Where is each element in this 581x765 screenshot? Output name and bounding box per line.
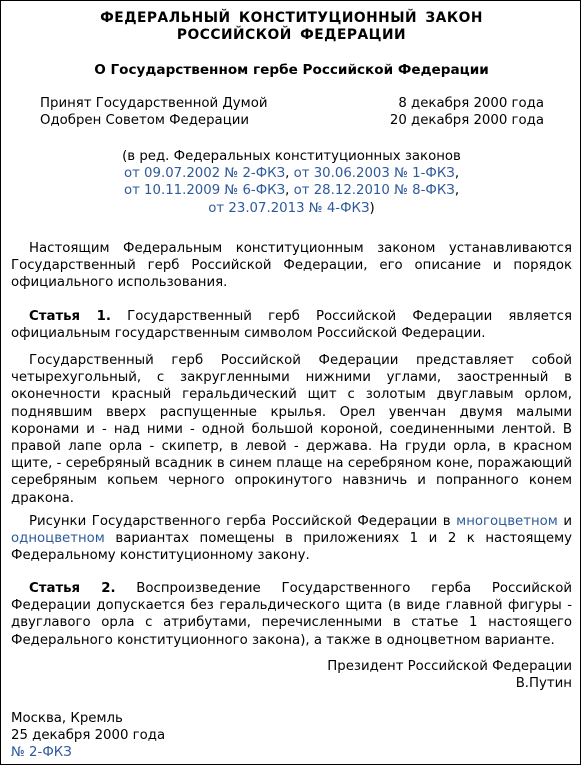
revision-link-2[interactable]: от 30.06.2003 № 1-ФКЗ	[293, 166, 455, 182]
revision-link-3[interactable]: от 10.11.2009 № 6-ФКЗ	[123, 183, 286, 199]
law-subtitle: О Государственном гербе Российской Федерации	[94, 62, 489, 78]
footer-date: 25 декабря 2000 года	[11, 728, 166, 744]
signature-name: В.Путин	[515, 676, 572, 691]
law-title-line1: ФЕДЕРАЛЬНЫЙ КОНСТИТУЦИОННЫЙ ЗАКОН	[100, 10, 483, 26]
footer-place: Москва, Кремль	[11, 711, 123, 726]
article2-paragraph	[11, 580, 572, 649]
preamble-paragraph: Настоящим Федеральным конституционным законом устанавливаются Государственный герб Российской Федерации, его описание и порядок официального использования.	[11, 241, 572, 291]
revision-link-1[interactable]: от 09.07.2002 № 2-ФКЗ	[123, 166, 286, 182]
revisions-intro: (в ред. Федеральных конституционных законов	[122, 149, 461, 164]
article1-heading: Статья 1.	[29, 309, 111, 324]
article1-description: Государственный герб Российской Федерации представляет собой четырехугольный, с закругленными нижними углами, заостренный в оконечности красный геральдический щит с золотым двуглавым орлом, поднявшим вверх распущенные крылья. Орел увенчан двумя малыми коронами и - над ними - одной большой короной, соединенными лентой. В правой лапе орла - скипетр, в левой - держава. На груди орла, в красном щите, - серебряный всадник в синем плаще на серебряном коне, поражающий серебряным копьем черного опрокинутого навзничь и попранного конем дракона.	[11, 353, 572, 506]
multicolor-link[interactable]: многоцветном	[456, 514, 558, 529]
revision-link-5[interactable]: от 23.07.2013 № 4-ФКЗ	[208, 200, 370, 216]
article1-images-paragraph: Рисунки Государственного герба Российской Федерации в многоцветном и одноцветном вариантах помещены в приложениях 1 и 2 к настоящему Федеральному конституционному закону.	[11, 514, 572, 564]
article2-text: Воспроизведение Государственного герба Российской Федерации допускается без геральдического щита (в виде главной фигуры - двуглавого орла с атрибутами, перечисленными в статье 1 настоящего Федерального конституционного закона), а также в одноцветном варианте.	[11, 581, 573, 648]
footer-block	[11, 710, 165, 762]
law-number-link[interactable]: № 2-ФКЗ	[11, 745, 72, 761]
approved-council-date: 20 декабря 2000 года	[389, 113, 544, 128]
revision-link-4[interactable]: от 28.12.2010 № 8-ФКЗ	[293, 183, 455, 199]
approved-council-label: Одобрен Советом Федерации	[40, 113, 250, 128]
article1-text: Государственный герб Российской Федерации является официальным государственным символом Российской Федерации.	[11, 309, 572, 342]
adopted-duma-date: 8 декабря 2000 года	[398, 96, 544, 111]
adopted-duma-label: Принят Государственной Думой	[40, 96, 268, 111]
revisions-block: (в ред. Федеральных конституционных законов от 09.07.2002 № 2-ФКЗ, от 30.06.2003 № 1-ФКЗ, от 10.11.2009 № 6-ФКЗ, от 28.12.2010 № 8-ФКЗ, от 23.07.2013 № 4-ФКЗ)	[11, 148, 572, 217]
law-title-line2: РОССИЙСКОЙ ФЕДЕРАЦИИ	[176, 27, 407, 43]
article1-paragraph	[11, 308, 572, 342]
article2-heading: Статья 2.	[29, 581, 116, 596]
signature-position: Президент Российской Федерации	[327, 659, 572, 674]
monocolor-link[interactable]: одноцветном	[11, 531, 105, 547]
